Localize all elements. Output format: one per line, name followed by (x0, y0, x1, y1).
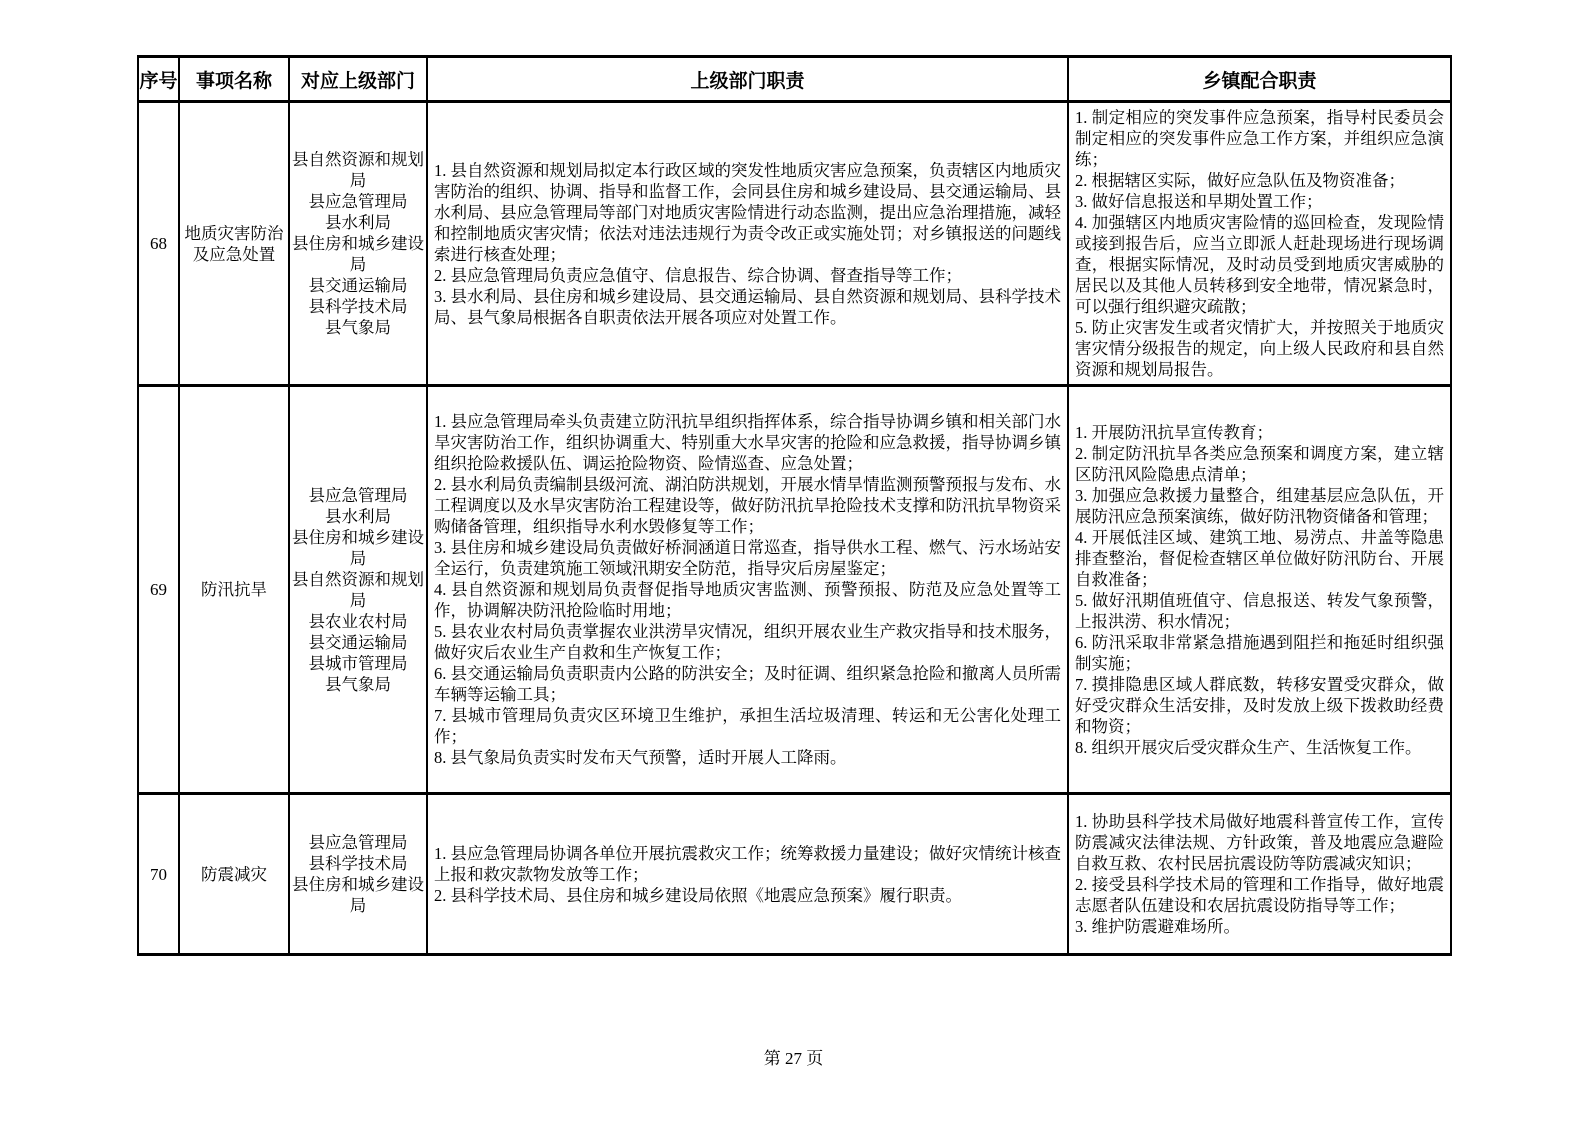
township-duty-item: 8. 组织开展灾后受灾群众生产、生活恢复工作。 (1075, 737, 1422, 757)
header-superior-duties: 上级部门职责 (427, 57, 1068, 102)
table-row (138, 102, 1451, 386)
table-body (138, 102, 1451, 955)
township-duty-item: 1. 开展防汛抗旱宣传教育； (1075, 422, 1273, 442)
department-item: 县城市管理局 (308, 653, 408, 673)
township-duties-cell (1068, 794, 1451, 955)
township-duty-item: 1. 协助县科学技术局做好地震科普宣传工作，宣传防震减灾法律法规、方针政策，普及地震应急避险自救互救、农村民居抗震设防等防震减灾知识； (1075, 812, 1444, 873)
township-duty-item: 5. 防止灾害发生或者灾情扩大，并按照关于地质灾害灾情分级报告的规定，向上级人民政府和县自然资源和规划局报告。 (1075, 318, 1444, 379)
department-item: 县自然资源和规划局 (292, 150, 424, 190)
township-duties-cell (1068, 386, 1451, 794)
superior-duty-item: 1. 县自然资源和规划局拟定本行政区域的突发性地质灾害应急预案，负责辖区内地质灾害防治的组织、协调、指导和监督工作，会同县住房和城乡建设局、县交通运输局、县水利局、县应急管理局等部门对地质灾害险情进行动态监测，提出应急治理措施，减轻和控制地质灾害灾情；依法对违法违规行为责令改正或实施处罚；对乡镇报送的问题线索进行核查处理； (434, 160, 1061, 264)
department-item: 县交通运输局 (308, 276, 408, 295)
superior-duty-item: 6. 县交通运输局负责职责内公路的防洪安全；及时征调、组织紧急抢险和撤离人员所需车辆等运输工具； (434, 664, 1061, 704)
department-item: 县农业农村局 (308, 611, 408, 631)
superior-duties-cell (427, 794, 1068, 955)
superior-duties-cell (427, 102, 1068, 386)
departments-cell (289, 386, 427, 794)
superior-duty-item: 2. 县科学技术局、县住房和城乡建设局依照《地震应急预案》履行职责。 (434, 885, 962, 905)
seq-cell: 69 (138, 386, 179, 794)
seq-cell: 70 (138, 794, 179, 955)
page-number: 第 27 页 (763, 1049, 824, 1068)
department-item: 县住房和城乡建设局 (292, 234, 424, 274)
responsibility-table (137, 55, 1452, 956)
department-item: 县自然资源和规划局 (292, 569, 424, 610)
department-item: 县气象局 (325, 674, 391, 694)
superior-duty-item: 2. 县应急管理局负责应急值守、信息报告、综合协调、督查指导等工作； (434, 265, 962, 285)
item-name-cell: 地质灾害防治及应急处置 (179, 102, 289, 386)
department-item: 县水利局 (325, 213, 391, 232)
superior-duty-item: 3. 县住房和城乡建设局负责做好桥洞涵道日常巡查，指导供水工程、燃气、污水场站安全运行，负责建筑施工领域汛期安全防范，指导灾后房屋鉴定； (434, 538, 1061, 578)
departments-cell (289, 102, 427, 386)
department-item: 县气象局 (325, 318, 391, 337)
item-name-cell: 防汛抗旱 (179, 386, 289, 794)
township-duty-item: 5. 做好汛期值班值守、信息报送、转发气象预警，上报洪涝、积水情况； (1075, 590, 1444, 631)
department-item: 县住房和城乡建设局 (292, 875, 424, 915)
header-item-name: 事项名称 (179, 57, 289, 102)
department-item: 县交通运输局 (308, 632, 408, 652)
superior-duty-item: 3. 县水利局、县住房和城乡建设局、县交通运输局、县自然资源和规划局、县科学技术局、县气象局根据各自职责依法开展各项应对处置工作。 (434, 286, 1061, 327)
township-duty-item: 2. 根据辖区实际，做好应急队伍及物资准备； (1075, 171, 1405, 190)
seq-cell: 68 (138, 102, 179, 386)
table-header-row (138, 57, 1451, 102)
township-duty-item: 6. 防汛采取非常紧急措施遇到阻拦和拖延时组织强制实施； (1075, 632, 1444, 673)
township-duty-item: 3. 加强应急救援力量整合，组建基层应急队伍，开展防汛应急预案演练，做好防汛物资储备和管理； (1075, 485, 1444, 526)
table-row (138, 794, 1451, 955)
township-duty-item: 1. 制定相应的突发事件应急预案，指导村民委员会制定相应的突发事件应急工作方案，并组织应急演练； (1075, 108, 1444, 169)
superior-duty-item: 4. 县自然资源和规划局负责督促指导地质灾害监测、预警预报、防范及应急处置等工作，协调解决防汛抢险临时用地； (434, 580, 1061, 620)
department-item: 县科学技术局 (308, 854, 408, 873)
township-duty-item: 4. 加强辖区内地质灾害险情的巡回检查，发现险情或接到报告后，应当立即派人赶赴现场进行现场调查，根据实际情况，及时动员受到地质灾害威胁的居民以及其他人员转移到安全地带，情况紧急时，可以强行组织避灾疏散； (1075, 213, 1444, 316)
superior-duty-item: 1. 县应急管理局牵头负责建立防汛抗旱组织指挥体系，综合指导协调乡镇和相关部门水旱灾害防治工作，组织协调重大、特别重大水旱灾害的抢险和应急救援，指导协调乡镇组织抢险救援队伍、调运抢险物资、险情巡查、应急处置； (434, 412, 1061, 473)
header-seq: 序号 (138, 57, 179, 102)
township-duty-item: 7. 摸排隐患区域人群底数，转移安置受灾群众，做好受灾群众生活安排，及时发放上级下拨救助经费和物资； (1075, 674, 1444, 736)
department-item: 县应急管理局 (308, 192, 408, 211)
superior-duty-item: 5. 县农业农村局负责掌握农业洪涝旱灾情况，组织开展农业生产救灾指导和技术服务，做好灾后农业生产自救和生产恢复工作； (434, 622, 1061, 662)
township-duty-item: 2. 接受县科学技术局的管理和工作指导，做好地震志愿者队伍建设和农居抗震设防指导等工作； (1075, 875, 1444, 915)
department-item: 县应急管理局 (308, 833, 408, 852)
department-item: 县水利局 (325, 506, 391, 526)
township-duty-item: 2. 制定防汛抗旱各类应急预案和调度方案，建立辖区防汛风险隐患点清单； (1075, 443, 1444, 484)
departments-cell (289, 794, 427, 955)
department-item: 县科学技术局 (308, 297, 408, 316)
township-duty-item: 4. 开展低洼区域、建筑工地、易涝点、井盖等隐患排查整治，督促检查辖区单位做好防汛防台、开展自救准备； (1075, 527, 1444, 589)
superior-duty-item: 7. 县城市管理局负责灾区环境卫生维护，承担生活垃圾清理、转运和无公害化处理工作； (434, 706, 1061, 746)
department-item: 县住房和城乡建设局 (292, 527, 424, 568)
department-item: 县应急管理局 (308, 485, 408, 505)
table-row (138, 386, 1451, 794)
header-township-duties: 乡镇配合职责 (1068, 57, 1451, 102)
township-duty-item: 3. 维护防震避难场所。 (1075, 917, 1240, 936)
header-departments: 对应上级部门 (289, 57, 427, 102)
township-duties-cell (1068, 102, 1451, 386)
township-duty-item: 3. 做好信息报送和早期处置工作； (1075, 192, 1323, 211)
superior-duties-cell (427, 386, 1068, 794)
superior-duty-item: 8. 县气象局负责实时发布天气预警，适时开展人工降雨。 (434, 748, 847, 767)
item-name-cell: 防震减灾 (179, 794, 289, 955)
superior-duty-item: 2. 县水利局负责编制县级河流、湖泊防洪规划，开展水情旱情监测预警预报与发布、水工程调度以及水旱灾害防治工程建设等，做好防汛抗旱抢险技术支撑和防汛抗旱物资采购储备管理，组织指导水利水毁修复等工作； (434, 475, 1061, 536)
superior-duty-item: 1. 县应急管理局协调各单位开展抗震救灾工作；统筹救援力量建设；做好灾情统计核查上报和救灾款物发放等工作； (434, 843, 1061, 884)
